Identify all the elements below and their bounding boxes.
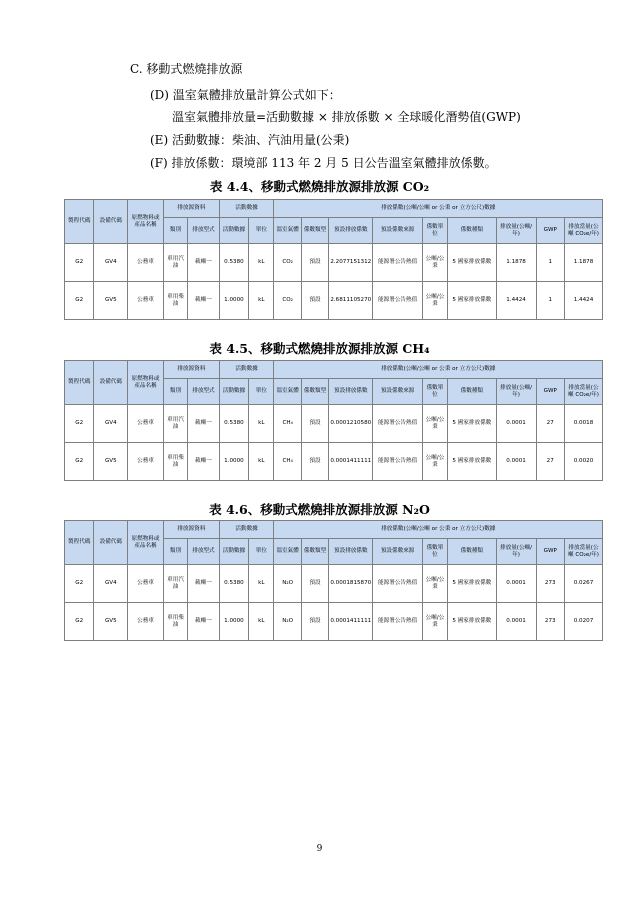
cell-unit: kL [249, 443, 274, 481]
cell-process-code: G2 [65, 282, 94, 320]
cell-material-name: 公務車 [128, 443, 164, 481]
header-factor-type: 係數類型 [301, 379, 328, 405]
header-process-code: 製程代碼 [65, 361, 94, 405]
cell-emission-amount: 0.0001 [496, 443, 536, 481]
table-row [65, 565, 603, 603]
emission-table-n2o [64, 520, 603, 641]
cell-factor-unit: 公噸/公秉 [422, 565, 447, 603]
cell-ghg: CO₂ [274, 282, 301, 320]
cell-emission-amount: 1.4424 [496, 282, 536, 320]
header-category: 類別 [163, 218, 187, 244]
cell-factor-kind: 5 國家排放係數 [448, 565, 496, 603]
page-number: 9 [316, 844, 323, 854]
cell-process-code: G2 [65, 565, 94, 603]
cell-emission-eq: 1.4424 [564, 282, 602, 320]
cell-emission-eq: 0.0018 [564, 405, 602, 443]
cell-unit: kL [249, 603, 274, 641]
cell-ghg: CH₄ [274, 443, 301, 481]
cell-emission-type: 載噸一 [188, 565, 220, 603]
table-title-co2: 表 4.4、移動式燃燒排放源排放源 CO₂ [209, 179, 430, 194]
header-emission-data: 排放源資料 [163, 200, 219, 218]
cell-gwp: 273 [536, 565, 564, 603]
cell-process-code: G2 [65, 405, 94, 443]
header-process-code: 製程代碼 [65, 521, 94, 565]
cell-device-code: GV5 [94, 603, 128, 641]
header-ghg: 溫室氣體 [274, 539, 301, 565]
header-gwp: GWP [536, 539, 564, 565]
cell-emission-eq: 0.0020 [564, 443, 602, 481]
cell-emission-type: 載噸一 [188, 405, 220, 443]
header-gwp: GWP [536, 379, 564, 405]
cell-activity-value: 1.0000 [219, 603, 248, 641]
cell-unit: kL [249, 244, 274, 282]
cell-emission-type: 載噸一 [188, 244, 220, 282]
header-factor-unit: 係數單位 [422, 379, 447, 405]
header-unit: 單位 [249, 539, 274, 565]
header-process-code: 製程代碼 [65, 200, 94, 244]
cell-material-name: 公務車 [128, 405, 164, 443]
header-factor-kind: 係數種類 [448, 539, 496, 565]
header-unit: 單位 [249, 218, 274, 244]
header-activity: 活動數據 [219, 218, 248, 244]
cell-factor-source: 能源署公告熱值 [373, 603, 422, 641]
cell-emission-eq: 0.0207 [564, 603, 602, 641]
header-default-factor: 預設排放係數 [329, 539, 373, 565]
header-factor-unit: 係數單位 [422, 218, 447, 244]
cell-factor-type: 預設 [301, 565, 328, 603]
cell-factor-kind: 5 國家排放係數 [448, 443, 496, 481]
cell-device-code: GV5 [94, 282, 128, 320]
cell-factor-source: 能源署公告熱值 [373, 565, 422, 603]
header-gwp: GWP [536, 218, 564, 244]
header-raw-material: 原燃物料或產品名稱 [128, 521, 164, 565]
cell-factor-source: 能源署公告熱值 [373, 244, 422, 282]
cell-device-code: GV4 [94, 405, 128, 443]
header-emission-data: 排放源資料 [163, 361, 219, 379]
header-ghg: 溫室氣體 [274, 218, 301, 244]
cell-default-factor: 0.0001411111 [329, 603, 373, 641]
cell-factor-source: 能源署公告熱值 [373, 443, 422, 481]
header-activity-data: 活動數據 [219, 200, 274, 218]
cell-ghg: CO₂ [274, 244, 301, 282]
header-raw-material: 原燃物料或產品名稱 [128, 200, 164, 244]
header-factor-type: 係數類型 [301, 218, 328, 244]
cell-material-name: 公務車 [128, 244, 164, 282]
header-factor-unit: 係數單位 [422, 539, 447, 565]
header-factor-group: 排放係數(公噸/公噸 or 公秉 or 立方公尺)數據 [274, 361, 603, 379]
cell-category: 車用柴油 [163, 282, 187, 320]
table-row [65, 405, 603, 443]
header-emission-data: 排放源資料 [163, 521, 219, 539]
cell-activity-value: 1.0000 [219, 282, 248, 320]
cell-emission-eq: 0.0267 [564, 565, 602, 603]
cell-gwp: 1 [536, 282, 564, 320]
cell-unit: kL [249, 282, 274, 320]
table-row [65, 443, 603, 481]
table-title-n2o: 表 4.6、移動式燃燒排放源排放源 N₂O [209, 502, 430, 517]
cell-emission-type: 載噸一 [188, 282, 220, 320]
header-category: 類別 [163, 379, 187, 405]
cell-factor-unit: 公噸/公秉 [422, 443, 447, 481]
header-activity-data: 活動數據 [219, 521, 274, 539]
emission-table-ch4 [64, 360, 603, 481]
cell-factor-kind: 5 國家排放係數 [448, 603, 496, 641]
cell-process-code: G2 [65, 443, 94, 481]
cell-process-code: G2 [65, 244, 94, 282]
item-f: (F) 排放係數：環境部 113 年 2 月 5 日公告溫室氣體排放係數。 [150, 156, 497, 170]
cell-factor-source: 能源署公告熱值 [373, 405, 422, 443]
cell-factor-type: 預設 [301, 405, 328, 443]
cell-emission-amount: 0.0001 [496, 565, 536, 603]
cell-factor-unit: 公噸/公秉 [422, 603, 447, 641]
cell-material-name: 公務車 [128, 565, 164, 603]
cell-device-code: GV5 [94, 443, 128, 481]
cell-ghg: CH₄ [274, 405, 301, 443]
cell-default-factor: 0.0001411111 [329, 443, 373, 481]
cell-factor-type: 預設 [301, 244, 328, 282]
header-raw-material: 原燃物料或產品名稱 [128, 361, 164, 405]
header-emission-amount: 排放量(公噸/年) [496, 218, 536, 244]
cell-gwp: 273 [536, 603, 564, 641]
cell-ghg: N₂O [274, 603, 301, 641]
header-emission-amount: 排放量(公噸/年) [496, 379, 536, 405]
cell-emission-amount: 0.0001 [496, 603, 536, 641]
table-row [65, 282, 603, 320]
cell-category: 車用汽油 [163, 565, 187, 603]
cell-unit: kL [249, 565, 274, 603]
cell-factor-unit: 公噸/公秉 [422, 282, 447, 320]
cell-default-factor: 2.2077151312 [329, 244, 373, 282]
header-activity-data: 活動數據 [219, 361, 274, 379]
item-d: (D) 溫室氣體排放量計算公式如下： [150, 88, 341, 102]
cell-gwp: 1 [536, 244, 564, 282]
table-row [65, 603, 603, 641]
header-factor-source: 預設係數來源 [373, 379, 422, 405]
cell-emission-amount: 0.0001 [496, 405, 536, 443]
header-emission-type: 排放型式 [188, 539, 220, 565]
cell-factor-type: 預設 [301, 282, 328, 320]
cell-device-code: GV4 [94, 565, 128, 603]
cell-factor-kind: 5 國家排放係數 [448, 244, 496, 282]
cell-activity-value: 1.0000 [219, 443, 248, 481]
header-emission-type: 排放型式 [188, 218, 220, 244]
cell-category: 車用柴油 [163, 443, 187, 481]
header-category: 類別 [163, 539, 187, 565]
header-factor-kind: 係數種類 [448, 379, 496, 405]
header-emission-eq: 排放當量(公噸 CO₂e/年) [564, 379, 602, 405]
cell-material-name: 公務車 [128, 603, 164, 641]
cell-emission-type: 載噸一 [188, 443, 220, 481]
header-default-factor: 預設排放係數 [329, 379, 373, 405]
cell-default-factor: 0.0001210580 [329, 405, 373, 443]
cell-emission-type: 載噸一 [188, 603, 220, 641]
section-heading-c: C. 移動式燃燒排放源 [130, 62, 243, 76]
header-activity: 活動數據 [219, 379, 248, 405]
header-factor-kind: 係數種類 [448, 218, 496, 244]
cell-gwp: 27 [536, 443, 564, 481]
header-factor-type: 係數類型 [301, 539, 328, 565]
cell-activity-value: 0.5380 [219, 244, 248, 282]
item-e: (E) 活動數據：柴油、汽油用量(公秉) [150, 133, 350, 147]
cell-activity-value: 0.5380 [219, 405, 248, 443]
cell-activity-value: 0.5380 [219, 565, 248, 603]
header-emission-type: 排放型式 [188, 379, 220, 405]
header-default-factor: 預設排放係數 [329, 218, 373, 244]
cell-factor-type: 預設 [301, 443, 328, 481]
header-ghg: 溫室氣體 [274, 379, 301, 405]
cell-category: 車用汽油 [163, 405, 187, 443]
header-factor-source: 預設係數來源 [373, 218, 422, 244]
cell-factor-type: 預設 [301, 603, 328, 641]
cell-default-factor: 0.0001815870 [329, 565, 373, 603]
cell-ghg: N₂O [274, 565, 301, 603]
header-unit: 單位 [249, 379, 274, 405]
header-emission-eq: 排放當量(公噸 CO₂e/年) [564, 218, 602, 244]
cell-emission-amount: 1.1878 [496, 244, 536, 282]
cell-factor-source: 能源署公告熱值 [373, 282, 422, 320]
cell-device-code: GV4 [94, 244, 128, 282]
cell-process-code: G2 [65, 603, 94, 641]
header-factor-group: 排放係數(公噸/公噸 or 公秉 or 立方公尺)數據 [274, 521, 603, 539]
table-row [65, 244, 603, 282]
cell-material-name: 公務車 [128, 282, 164, 320]
cell-default-factor: 2.6811105270 [329, 282, 373, 320]
cell-unit: kL [249, 405, 274, 443]
header-device-code: 設備代碼 [94, 200, 128, 244]
header-factor-group: 排放係數(公噸/公噸 or 公秉 or 立方公尺)數據 [274, 200, 603, 218]
emission-table-co2 [64, 199, 603, 320]
header-activity: 活動數據 [219, 539, 248, 565]
header-factor-source: 預設係數來源 [373, 539, 422, 565]
header-emission-eq: 排放當量(公噸 CO₂e/年) [564, 539, 602, 565]
header-device-code: 設備代碼 [94, 361, 128, 405]
formula-text: 溫室氣體排放量=活動數據 × 排放係數 × 全球暖化潛勢值(GWP) [172, 110, 521, 124]
cell-factor-kind: 5 國家排放係數 [448, 405, 496, 443]
header-emission-amount: 排放量(公噸/年) [496, 539, 536, 565]
cell-factor-kind: 5 國家排放係數 [448, 282, 496, 320]
cell-emission-eq: 1.1878 [564, 244, 602, 282]
header-device-code: 設備代碼 [94, 521, 128, 565]
cell-category: 車用柴油 [163, 603, 187, 641]
cell-factor-unit: 公噸/公秉 [422, 405, 447, 443]
cell-factor-unit: 公噸/公秉 [422, 244, 447, 282]
cell-gwp: 27 [536, 405, 564, 443]
cell-category: 車用汽油 [163, 244, 187, 282]
table-title-ch4: 表 4.5、移動式燃燒排放源排放源 CH₄ [209, 341, 430, 356]
